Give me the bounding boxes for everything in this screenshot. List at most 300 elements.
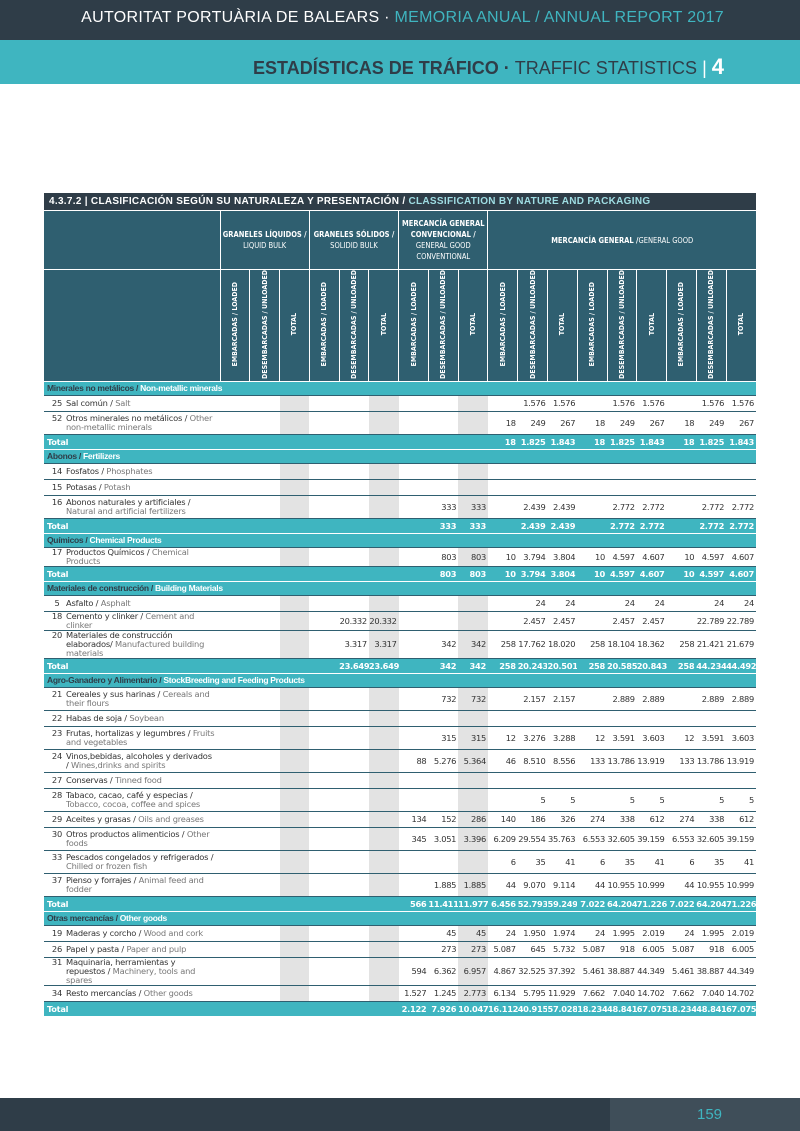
- total-cell-unloaded: 2.772: [607, 518, 637, 533]
- col-header-label: EMBARCADAS / LOADED: [498, 282, 507, 367]
- cell-loaded: 6.553: [667, 827, 697, 850]
- cell-unloaded: 18.104: [607, 630, 637, 658]
- total-cell-total: 4.607: [726, 566, 756, 581]
- category-row: [44, 911, 756, 925]
- cell-loaded: [488, 495, 518, 518]
- cell-loaded: [667, 710, 697, 726]
- cell-unloaded: [339, 957, 369, 985]
- cell-loaded: 12: [488, 726, 518, 749]
- total-cell-unloaded: 3.794: [518, 566, 548, 581]
- cell-total: 11.929: [547, 985, 577, 1001]
- cell-loaded: [399, 726, 429, 749]
- cell-unloaded: 273: [428, 941, 458, 957]
- cell-loaded: [399, 611, 429, 630]
- cell-unloaded: 32.525: [518, 957, 548, 985]
- col-header-label: EMBARCADAS / LOADED: [230, 282, 239, 367]
- category-title-es: Otras mercancías /: [47, 913, 120, 924]
- cell-total: 5: [726, 788, 756, 811]
- cell-total: [280, 957, 310, 985]
- table-row: [44, 985, 756, 1001]
- row-label: [44, 726, 220, 749]
- cell-loaded: [577, 495, 607, 518]
- total-cell-total: 67.075: [637, 1001, 667, 1016]
- cell-total: [280, 495, 310, 518]
- row-label: [44, 811, 220, 827]
- cell-loaded: [667, 479, 697, 495]
- cell-loaded: 10: [667, 547, 697, 566]
- col-header-total: [726, 270, 756, 382]
- total-cell-loaded: [309, 658, 339, 673]
- cell-total: [369, 595, 399, 611]
- row-name-es: Potasas /: [66, 481, 104, 492]
- cell-unloaded: 3.591: [696, 726, 726, 749]
- cell-loaded: 24: [577, 925, 607, 941]
- cell-loaded: 46: [488, 749, 518, 772]
- cell-unloaded: [607, 479, 637, 495]
- row-name-en: Wines,drinks and spirits: [71, 759, 166, 770]
- cell-unloaded: 35: [696, 850, 726, 873]
- table-row: [44, 941, 756, 957]
- cell-loaded: [577, 788, 607, 811]
- cell-loaded: 10: [488, 547, 518, 566]
- cell-total: 10.999: [637, 873, 667, 896]
- table-body: [44, 381, 756, 1016]
- table-row: [44, 788, 756, 811]
- table-row: [44, 687, 756, 710]
- group-label: MERCANCÍA GENERAL /: [551, 235, 639, 245]
- cell-total: 267: [726, 411, 756, 434]
- separator: |: [697, 58, 712, 78]
- row-code: 30: [51, 828, 63, 839]
- cell-unloaded: [339, 941, 369, 957]
- cell-loaded: [399, 850, 429, 873]
- total-cell-loaded: [399, 658, 429, 673]
- cell-loaded: [399, 941, 429, 957]
- cell-unloaded: 1.245: [428, 985, 458, 1001]
- row-name-es: Materiales de construcción elaborados/: [66, 630, 173, 649]
- cell-loaded: 12: [577, 726, 607, 749]
- cell-unloaded: [250, 772, 280, 788]
- total-cell-loaded: 16.112: [488, 1001, 518, 1016]
- cell-loaded: 594: [399, 957, 429, 985]
- cell-unloaded: 803: [428, 547, 458, 566]
- cell-loaded: [220, 850, 250, 873]
- cell-loaded: [399, 710, 429, 726]
- cell-unloaded: [428, 411, 458, 434]
- cell-unloaded: 4.597: [696, 547, 726, 566]
- row-code: 26: [51, 943, 63, 954]
- cell-unloaded: [339, 850, 369, 873]
- row-code: 37: [51, 874, 63, 885]
- row-name-es: Pescados congelados y refrigerados /: [66, 851, 214, 862]
- total-cell-unloaded: 64.204: [607, 896, 637, 911]
- cell-unloaded: [339, 788, 369, 811]
- cell-unloaded: [696, 772, 726, 788]
- cell-total: 267: [637, 411, 667, 434]
- cell-total: 4.607: [637, 547, 667, 566]
- total-cell-loaded: [220, 1001, 250, 1016]
- row-name-en: Animal feed and fodder: [66, 874, 204, 894]
- total-label: Total: [44, 658, 220, 673]
- cell-unloaded: [518, 710, 548, 726]
- row-name-en: Fruits and vegetables: [66, 727, 215, 747]
- cell-unloaded: [339, 726, 369, 749]
- cell-unloaded: [250, 463, 280, 479]
- row-label: [44, 411, 220, 434]
- col-header-total: [280, 270, 310, 382]
- cell-total: [280, 749, 310, 772]
- table-row: [44, 463, 756, 479]
- total-cell-unloaded: [250, 434, 280, 449]
- total-cell-loaded: 10: [667, 566, 697, 581]
- cell-loaded: [667, 772, 697, 788]
- row-code: 52: [51, 412, 63, 423]
- cell-loaded: [488, 710, 518, 726]
- total-cell-total: [280, 566, 310, 581]
- row-code: 19: [51, 927, 63, 938]
- total-cell-loaded: [399, 434, 429, 449]
- total-cell-unloaded: [339, 896, 369, 911]
- report-label: ANNUAL REPORT 2017: [543, 9, 724, 26]
- col-header-label: DESEMBARCADAS / UNLOADED: [617, 270, 626, 379]
- row-name-es: Abonos naturales y artificiales /: [66, 496, 191, 507]
- cell-total: 24: [637, 595, 667, 611]
- total-cell-total: 3.804: [547, 566, 577, 581]
- cell-total: [369, 395, 399, 411]
- cell-unloaded: 24: [696, 595, 726, 611]
- separator: /: [530, 9, 544, 26]
- cell-loaded: 258: [488, 630, 518, 658]
- col-header-label: DESEMBARCADAS / UNLOADED: [260, 270, 269, 379]
- col-header-total: [369, 270, 399, 382]
- cell-loaded: 18: [577, 411, 607, 434]
- cell-loaded: 5.461: [577, 957, 607, 985]
- cell-unloaded: 32.605: [696, 827, 726, 850]
- cell-total: [280, 941, 310, 957]
- category-title-es: Agro-Ganadero y Alimentario /: [47, 675, 164, 686]
- row-label: [44, 463, 220, 479]
- cell-unloaded: [250, 788, 280, 811]
- cell-unloaded: 918: [696, 941, 726, 957]
- cell-loaded: [667, 788, 697, 811]
- total-cell-loaded: [309, 518, 339, 533]
- table-row: [44, 411, 756, 434]
- row-name-es: Cemento y clinker /: [66, 611, 146, 621]
- row-name-en: Manufactured building materials: [66, 638, 205, 658]
- cell-unloaded: [250, 710, 280, 726]
- cell-loaded: [220, 479, 250, 495]
- total-cell-total: 71.226: [637, 896, 667, 911]
- cell-unloaded: [428, 611, 458, 630]
- cell-total: 6.957: [458, 957, 488, 985]
- cell-total: 3.603: [726, 726, 756, 749]
- row-name-es: Maderas y corcho /: [66, 927, 144, 938]
- cell-unloaded: 2.772: [696, 495, 726, 518]
- cell-loaded: 24: [667, 925, 697, 941]
- col-header-total: [458, 270, 488, 382]
- cell-loaded: [577, 687, 607, 710]
- cell-unloaded: 2.439: [518, 495, 548, 518]
- cell-unloaded: [339, 827, 369, 850]
- cell-unloaded: 249: [518, 411, 548, 434]
- total-cell-loaded: 18: [488, 434, 518, 449]
- cell-loaded: 5.087: [577, 941, 607, 957]
- cell-unloaded: 249: [607, 411, 637, 434]
- total-row: [44, 1001, 756, 1016]
- cell-total: 3.317: [369, 630, 399, 658]
- total-cell-total: 4.607: [637, 566, 667, 581]
- row-label: [44, 495, 220, 518]
- total-cell-total: [369, 1001, 399, 1016]
- total-cell-loaded: 7.022: [667, 896, 697, 911]
- total-label: Total: [44, 518, 220, 533]
- total-cell-loaded: [220, 896, 250, 911]
- cell-unloaded: 3.276: [518, 726, 548, 749]
- row-name-es: Fosfatos /: [66, 465, 107, 476]
- group-label-en: SOLIDID BULK: [330, 241, 378, 250]
- section-title: [253, 54, 724, 80]
- category-row: [44, 581, 756, 595]
- col-header-label: DESEMBARCADAS / UNLOADED: [439, 270, 448, 379]
- cell-unloaded: [250, 749, 280, 772]
- cell-total: [547, 479, 577, 495]
- cell-unloaded: [428, 595, 458, 611]
- cell-total: 24: [547, 595, 577, 611]
- separator: ·: [498, 58, 515, 78]
- cell-total: 342: [458, 630, 488, 658]
- cell-total: [280, 726, 310, 749]
- cell-total: 20.332: [369, 611, 399, 630]
- row-name-en: Other foods: [66, 828, 210, 848]
- cell-unloaded: 1.995: [696, 925, 726, 941]
- cell-loaded: 5.087: [488, 941, 518, 957]
- cell-unloaded: 3.317: [339, 630, 369, 658]
- cell-unloaded: 32.605: [607, 827, 637, 850]
- cell-total: [458, 411, 488, 434]
- category-title-es: Químicos /: [47, 535, 90, 546]
- cell-loaded: [399, 788, 429, 811]
- cell-total: 3.288: [547, 726, 577, 749]
- row-name-en: Asphalt: [100, 597, 131, 608]
- cell-unloaded: 186: [518, 811, 548, 827]
- category-title-es: Minerales no metálicos /: [47, 383, 141, 394]
- cell-unloaded: 35: [518, 850, 548, 873]
- cell-total: [726, 463, 756, 479]
- row-name-es: Maquinaria, herramientas y repuestos /: [66, 957, 176, 976]
- col-header-loaded: [220, 270, 250, 382]
- total-cell-total: 1.843: [547, 434, 577, 449]
- total-cell-loaded: [309, 896, 339, 911]
- cell-loaded: [309, 873, 339, 896]
- row-name-en: Machinery, tools and spares: [66, 965, 196, 985]
- table-row: [44, 772, 756, 788]
- cell-loaded: [577, 710, 607, 726]
- cell-total: 2.019: [637, 925, 667, 941]
- col-header-loaded: [577, 270, 607, 382]
- cell-loaded: [309, 726, 339, 749]
- cell-total: 2.457: [547, 611, 577, 630]
- group-label-en: GENERAL GOOD CONVENTIONAL: [415, 241, 471, 261]
- total-cell-loaded: 258: [667, 658, 697, 673]
- cell-unloaded: 1.995: [607, 925, 637, 941]
- chapter-number: 4: [711, 54, 724, 79]
- cell-total: 39.159: [637, 827, 667, 850]
- cell-loaded: [667, 395, 697, 411]
- row-code: 17: [51, 547, 63, 557]
- cell-total: [726, 772, 756, 788]
- row-label: [44, 925, 220, 941]
- cell-loaded: [399, 595, 429, 611]
- cell-unloaded: 5: [607, 788, 637, 811]
- row-code: 28: [51, 789, 63, 800]
- cell-unloaded: 24: [607, 595, 637, 611]
- cell-unloaded: [339, 772, 369, 788]
- row-code: 20: [51, 630, 63, 640]
- total-cell-loaded: 18: [577, 434, 607, 449]
- total-cell-loaded: [220, 566, 250, 581]
- cell-loaded: [577, 595, 607, 611]
- cell-unloaded: 1.576: [696, 395, 726, 411]
- cell-total: 44.349: [726, 957, 756, 985]
- group-liquid-bulk: [220, 211, 309, 270]
- col-header-label: EMBARCADAS / LOADED: [320, 282, 329, 367]
- cell-total: 1.576: [547, 395, 577, 411]
- row-name-en: Potash: [103, 481, 131, 492]
- total-label: Total: [44, 1001, 220, 1016]
- total-cell-loaded: 10: [577, 566, 607, 581]
- total-row: [44, 896, 756, 911]
- cell-unloaded: 918: [607, 941, 637, 957]
- cell-unloaded: [339, 985, 369, 1001]
- cell-unloaded: 645: [518, 941, 548, 957]
- col-header-label: DESEMBARCADAS / UNLOADED: [349, 270, 358, 379]
- cell-total: [547, 710, 577, 726]
- cell-total: [369, 772, 399, 788]
- cell-unloaded: [250, 726, 280, 749]
- cell-unloaded: 5: [696, 788, 726, 811]
- cell-unloaded: 3.051: [428, 827, 458, 850]
- row-name-es: Aceites y grasas /: [66, 813, 139, 824]
- cell-total: [369, 827, 399, 850]
- cell-total: [726, 479, 756, 495]
- category-title-en: Building Materials: [154, 583, 223, 594]
- cell-loaded: 12: [667, 726, 697, 749]
- total-cell-total: [280, 518, 310, 533]
- cell-loaded: 88: [399, 749, 429, 772]
- category-title: [44, 911, 756, 925]
- total-cell-unloaded: 1.825: [607, 434, 637, 449]
- cell-unloaded: 4.597: [607, 547, 637, 566]
- cell-unloaded: [339, 595, 369, 611]
- cell-loaded: [309, 547, 339, 566]
- cell-loaded: [220, 710, 250, 726]
- row-label: [44, 957, 220, 985]
- col-header-label: DESEMBARCADAS / UNLOADED: [707, 270, 716, 379]
- col-header-label: TOTAL: [647, 313, 656, 336]
- cell-loaded: 5.461: [667, 957, 697, 985]
- cell-unloaded: 22.789: [696, 611, 726, 630]
- col-header-unloaded: [428, 270, 458, 382]
- statistics-table: [44, 211, 756, 1017]
- cell-unloaded: 10.955: [607, 873, 637, 896]
- total-cell-total: [280, 434, 310, 449]
- total-cell-loaded: [488, 518, 518, 533]
- cell-loaded: 345: [399, 827, 429, 850]
- cell-total: 3.804: [547, 547, 577, 566]
- total-cell-total: 11.977: [458, 896, 488, 911]
- cell-total: 45: [458, 925, 488, 941]
- cell-total: 14.702: [726, 985, 756, 1001]
- table-row: [44, 827, 756, 850]
- cell-loaded: [399, 925, 429, 941]
- cell-total: 3.603: [637, 726, 667, 749]
- cell-loaded: [488, 395, 518, 411]
- cell-unloaded: 152: [428, 811, 458, 827]
- cell-loaded: 258: [577, 630, 607, 658]
- cell-loaded: [220, 811, 250, 827]
- cell-total: [280, 788, 310, 811]
- table-row: [44, 630, 756, 658]
- col-header-total: [547, 270, 577, 382]
- cell-total: 803: [458, 547, 488, 566]
- cell-total: [369, 873, 399, 896]
- cell-loaded: [220, 687, 250, 710]
- row-label: [44, 710, 220, 726]
- cell-unloaded: 29.554: [518, 827, 548, 850]
- cell-total: 315: [458, 726, 488, 749]
- cell-loaded: [577, 395, 607, 411]
- total-cell-total: 57.028: [547, 1001, 577, 1016]
- cell-total: 1.974: [547, 925, 577, 941]
- row-label: [44, 827, 220, 850]
- cell-loaded: [309, 595, 339, 611]
- total-cell-unloaded: 803: [428, 566, 458, 581]
- cell-unloaded: [250, 595, 280, 611]
- category-title-es: Abonos /: [47, 451, 84, 462]
- cell-unloaded: 1.950: [518, 925, 548, 941]
- cell-loaded: 6: [667, 850, 697, 873]
- total-cell-unloaded: [250, 1001, 280, 1016]
- cell-unloaded: [339, 411, 369, 434]
- cell-total: [369, 710, 399, 726]
- total-cell-unloaded: [339, 518, 369, 533]
- cell-unloaded: 249: [696, 411, 726, 434]
- cell-loaded: [309, 985, 339, 1001]
- row-label: [44, 395, 220, 411]
- row-name-es: Habas de soja /: [66, 712, 130, 723]
- header-blank: [44, 270, 220, 382]
- cell-loaded: [220, 772, 250, 788]
- table-title-es: 4.3.7.2 | CLASIFICACIÓN SEGÚN SU NATURALEZA Y PRESENTACIÓN /: [49, 196, 406, 207]
- total-cell-total: [369, 566, 399, 581]
- cell-total: 14.702: [637, 985, 667, 1001]
- total-cell-loaded: [399, 566, 429, 581]
- cell-unloaded: [250, 495, 280, 518]
- total-label: Total: [44, 566, 220, 581]
- cell-total: 2.772: [726, 495, 756, 518]
- statistics-table-block: [44, 193, 756, 1017]
- col-header-label: TOTAL: [379, 313, 388, 336]
- cell-loaded: [667, 595, 697, 611]
- cell-loaded: [220, 726, 250, 749]
- row-name-es: Papel y pasta /: [66, 943, 127, 954]
- cell-total: [369, 463, 399, 479]
- total-row: [44, 566, 756, 581]
- cell-unloaded: 333: [428, 495, 458, 518]
- cell-loaded: [399, 395, 429, 411]
- cell-loaded: [309, 611, 339, 630]
- cell-total: 2.773: [458, 985, 488, 1001]
